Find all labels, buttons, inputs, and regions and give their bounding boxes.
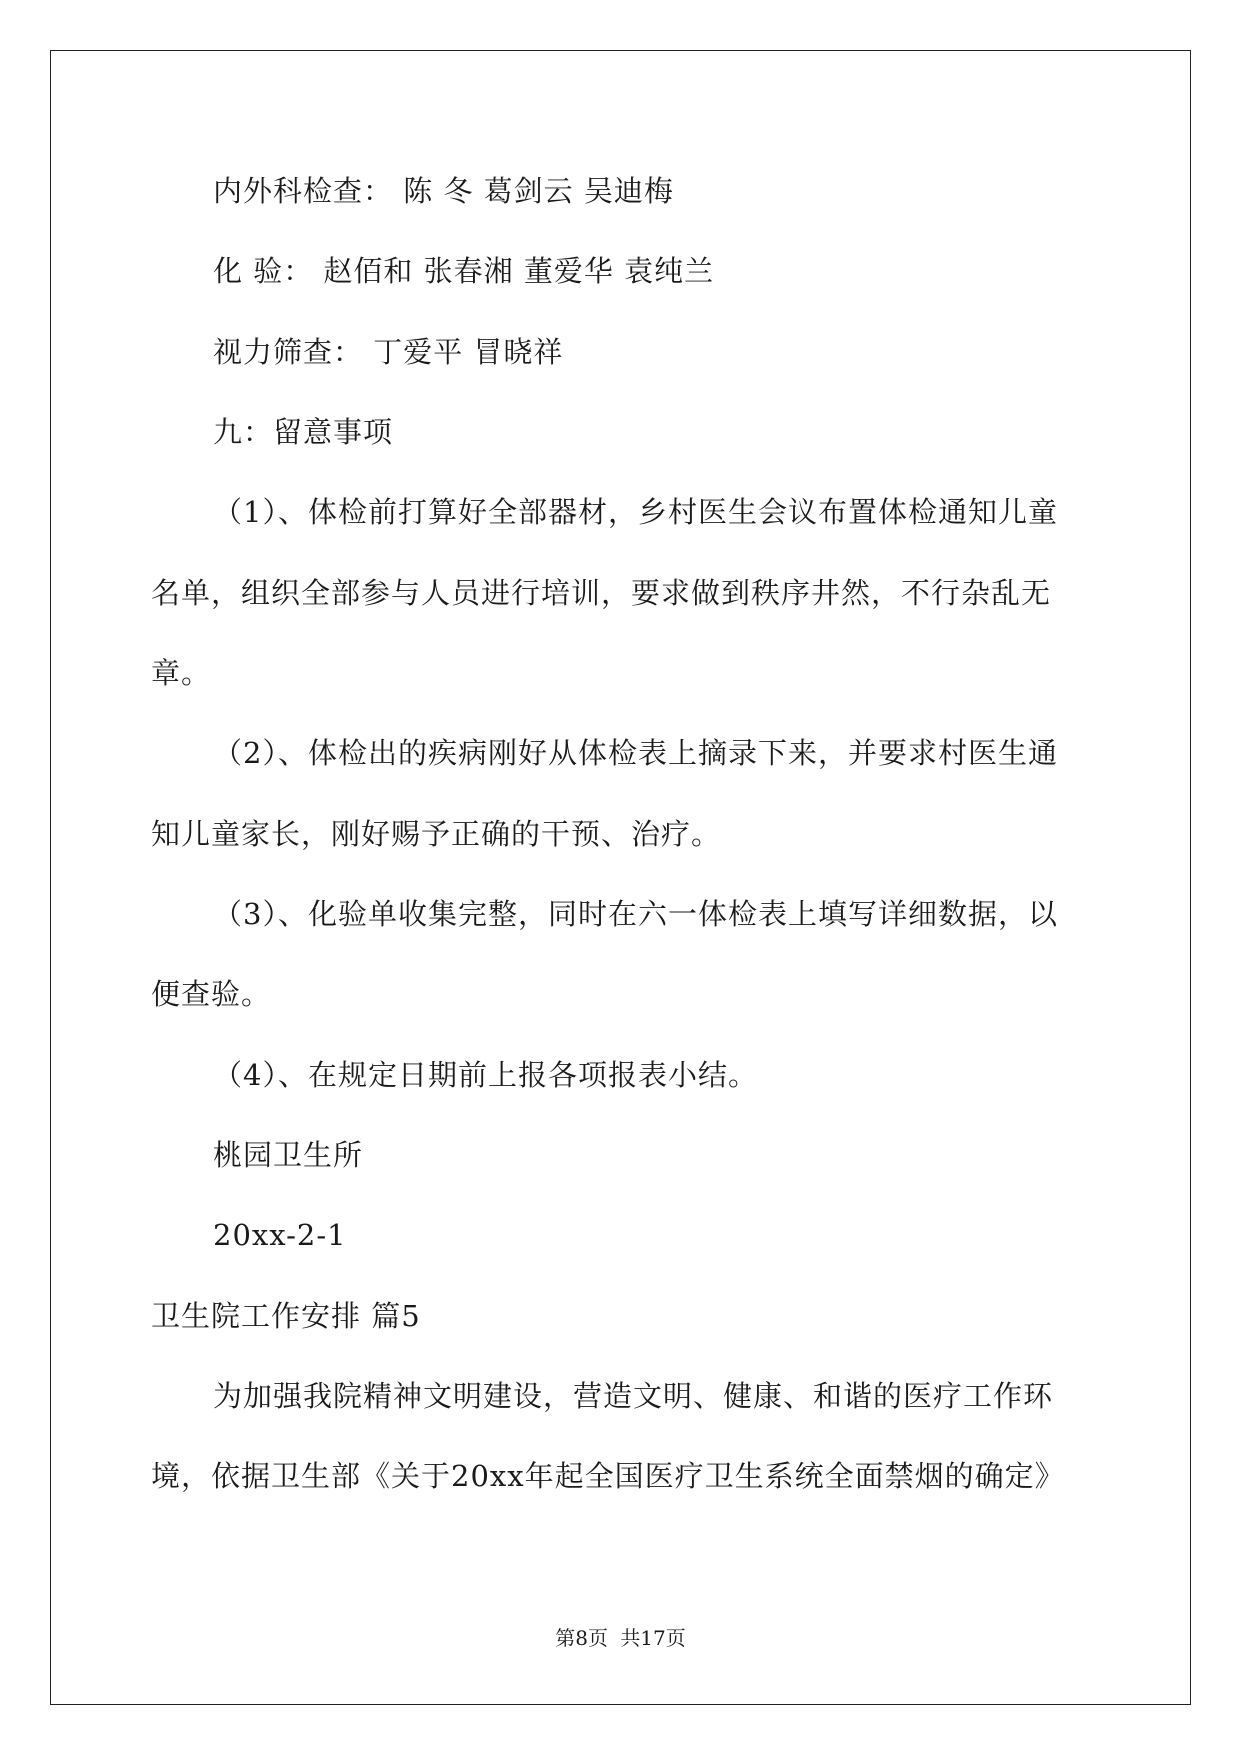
section-heading-notes: 九：留意事项: [213, 415, 394, 449]
note-2-line-2: 知儿童家长，刚好赐予正确的干预、治疗。: [151, 817, 722, 851]
signature-org: 桃园卫生所: [213, 1138, 364, 1172]
note-3-line-2: 便查验。: [151, 977, 272, 1011]
note-1-line-1: （1）、体检前打算好全部器材，乡村医生会议布置体检通知儿童: [213, 495, 1058, 529]
staff-lab-test: 化 验： 赵佰和 张春湘 董爱华 袁纯兰: [213, 254, 715, 288]
page-number: 第8页: [555, 1626, 608, 1650]
note-1-line-3: 章。: [151, 656, 212, 690]
staff-vision-screening: 视力筛查： 丁爱平 冒晓祥: [213, 335, 564, 369]
staff-internal-surgery: 内外科检查： 陈 冬 葛剑云 吴迪梅: [213, 174, 674, 208]
signature-date: 20xx-2-1: [213, 1218, 347, 1252]
section-title-part-5: 卫生院工作安排 篇5: [151, 1299, 421, 1333]
page-footer: [0, 1626, 1241, 1650]
paragraph-line-2: 境，依据卫生部《关于20xx年起全国医疗卫生系统全面禁烟的确定》: [151, 1459, 1065, 1493]
page-border: [50, 50, 1191, 1705]
note-1-line-2: 名单，组织全部参与人员进行培训，要求做到秩序井然，不行杂乱无: [151, 576, 1052, 610]
note-2-line-1: （2）、体检出的疾病刚好从体检表上摘录下来，并要求村医生通: [213, 736, 1058, 770]
note-4: （4）、在规定日期前上报各项报表小结。: [213, 1058, 758, 1092]
page-total: 共17页: [620, 1626, 686, 1650]
note-3-line-1: （3）、化验单收集完整，同时在六一体检表上填写详细数据，以: [213, 897, 1058, 931]
paragraph-line-1: 为加强我院精神文明建设，营造文明、健康、和谐的医疗工作环: [213, 1379, 1054, 1413]
